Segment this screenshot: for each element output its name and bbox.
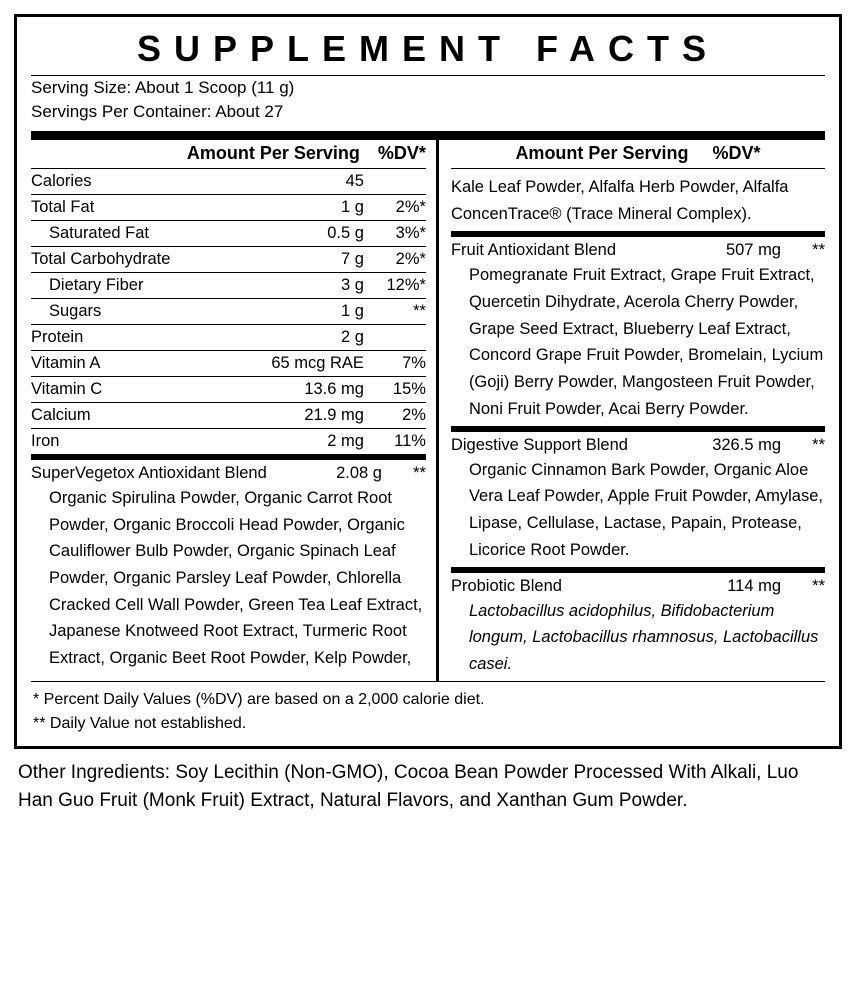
supplement-facts-panel xyxy=(14,14,842,749)
blend-amount: 2.08 g xyxy=(336,463,382,482)
blend-dv: ** xyxy=(812,435,825,454)
nutrient-amount: 3 g xyxy=(260,272,364,298)
table-row xyxy=(31,246,426,272)
nutrient-amount: 1 g xyxy=(260,298,364,324)
servings-per-container: Servings Per Container: About 27 xyxy=(31,102,284,122)
supervegetox-blend-continuation: Kale Leaf Powder, Alfalfa Herb Powder, Alfalfa ConcenTrace® (Trace Mineral Complex). xyxy=(450,177,789,223)
blend-amount: 326.5 mg xyxy=(712,435,781,454)
other-ingredients: Other Ingredients: Soy Lecithin (Non-GMO), Cocoa Bean Powder Processed With Alkali, Luo Han Guo Fruit (Monk Fruit) Extract, Natural Flavors, and Xanthan Gum Powder. xyxy=(18,761,799,812)
blend-dv: ** xyxy=(812,576,825,595)
table-row xyxy=(31,272,426,298)
blend-amount: 114 mg xyxy=(727,576,781,595)
nutrient-name: Total Fat xyxy=(31,194,260,220)
left-column xyxy=(31,140,436,681)
nutrient-amount: 2 mg xyxy=(327,431,364,450)
nutrient-dv: 2%* xyxy=(364,246,426,272)
nutrient-dv: 2% xyxy=(364,402,426,428)
digestive-support-blend-header xyxy=(451,432,825,457)
table-row xyxy=(31,428,426,454)
blend-amount: 507 mg xyxy=(725,241,781,260)
nutrient-dv: 11% xyxy=(394,431,426,450)
nutrient-dv xyxy=(364,169,426,195)
nutrient-dv: 15% xyxy=(364,376,426,402)
page-title: SUPPLEMENT FACTS xyxy=(136,28,720,69)
footnote-daily-value: * Percent Daily Values (%DV) are based on a 2,000 calorie diet. xyxy=(33,690,485,708)
blend-name: Fruit Antioxidant Blend xyxy=(450,241,617,260)
footnote-not-established: ** Daily Value not established. xyxy=(33,714,247,732)
table-row xyxy=(31,350,426,376)
table-row xyxy=(31,324,426,350)
nutrient-amount: 13.6 mg xyxy=(260,376,364,402)
nutrient-name: Dietary Fiber xyxy=(31,272,260,298)
nutrient-dv: ** xyxy=(364,298,426,324)
footnotes xyxy=(31,682,825,740)
nutrient-name: Calcium xyxy=(31,402,260,428)
fruit-antioxidant-blend-header xyxy=(451,237,825,262)
table-row xyxy=(31,220,426,246)
nutrient-amount: 1 g xyxy=(260,194,364,220)
nutrient-amount: 65 mcg RAE xyxy=(260,350,364,376)
nutrient-name: Sugars xyxy=(31,298,260,324)
nutrient-name: Iron xyxy=(31,431,60,450)
nutrient-amount: 2 g xyxy=(260,324,364,350)
serving-size: Serving Size: About 1 Scoop (11 g) xyxy=(31,77,295,97)
table-row xyxy=(31,376,426,402)
left-dv-label: %DV* xyxy=(377,142,426,163)
nutrient-dv: 7% xyxy=(364,350,426,376)
digestive-support-blend-ingredients: Organic Cinnamon Bark Powder, Organic Aloe Vera Leaf Powder, Apple Fruit Powder, Amylase, Lipase, Cellulase, Lactase, Papain, Protease, Licorice Root Powder. xyxy=(468,460,823,559)
nutrient-name: Saturated Fat xyxy=(31,220,260,246)
nutrient-amount: 7 g xyxy=(260,246,364,272)
blend-name: Digestive Support Blend xyxy=(450,435,628,454)
right-amount-per-serving-label: Amount Per Serving xyxy=(515,142,689,163)
blend-dv: ** xyxy=(812,241,825,260)
supervegetox-blend-ingredients: Organic Spirulina Powder, Organic Carrot Root Powder, Organic Broccoli Head Powder, Organic Cauliflower Bulb Powder, Organic Spinach Leaf Powder, Organic Parsley Leaf Powder, Chlorella Cracked Cell Wall Powder, Green Tea Leaf Extract, Japanese Knotweed Root Extract, Turmeric Root Extract, Organic Beet Root Powder, Kelp Powder, xyxy=(49,488,423,668)
table-row xyxy=(31,402,426,428)
probiotic-blend-ingredients: Lactobacillus acidophilus, Bifidobacterium longum, Lactobacillus rhamnosus, Lactobacillus casei. xyxy=(468,601,819,673)
nutrient-amount: 0.5 g xyxy=(260,220,364,246)
left-column-header xyxy=(31,140,426,168)
probiotic-blend-header xyxy=(451,573,825,598)
supervegetox-blend-header xyxy=(31,460,426,485)
right-dv-label: %DV* xyxy=(712,142,761,163)
blend-dv: ** xyxy=(413,463,426,482)
nutrient-name: Protein xyxy=(31,324,260,350)
fruit-antioxidant-blend-ingredients: Pomegranate Fruit Extract, Grape Fruit Extract, Quercetin Dihydrate, Acerola Cherry Powder, Grape Seed Extract, Blueberry Leaf Extract, Concord Grape Fruit Powder, Bromelain, Lycium (Goji) Berry Powder, Mangosteen Fruit Powder, Noni Fruit Powder, Acai Berry Powder. xyxy=(468,266,824,418)
table-row xyxy=(31,169,426,195)
nutrient-table xyxy=(31,169,426,454)
table-row xyxy=(31,298,426,324)
nutrient-name: Vitamin C xyxy=(31,376,260,402)
nutrient-amount: 21.9 mg xyxy=(260,402,364,428)
nutrient-dv: 12%* xyxy=(364,272,426,298)
nutrient-name: Vitamin A xyxy=(31,350,260,376)
nutrient-name: Calories xyxy=(31,169,260,195)
right-column-header xyxy=(451,140,825,168)
divider-thick-top xyxy=(31,131,825,140)
left-amount-per-serving-label: Amount Per Serving xyxy=(186,142,360,163)
nutrient-amount: 45 xyxy=(260,169,364,195)
nutrient-name: Total Carbohydrate xyxy=(31,246,260,272)
blend-name: Probiotic Blend xyxy=(450,576,562,595)
blend-name: SuperVegetox Antioxidant Blend xyxy=(31,463,267,482)
nutrient-dv: 3%* xyxy=(364,220,426,246)
right-column xyxy=(439,140,825,681)
facts-columns xyxy=(31,140,825,681)
table-row xyxy=(31,194,426,220)
nutrient-dv: 2%* xyxy=(364,194,426,220)
nutrient-dv xyxy=(364,324,426,350)
